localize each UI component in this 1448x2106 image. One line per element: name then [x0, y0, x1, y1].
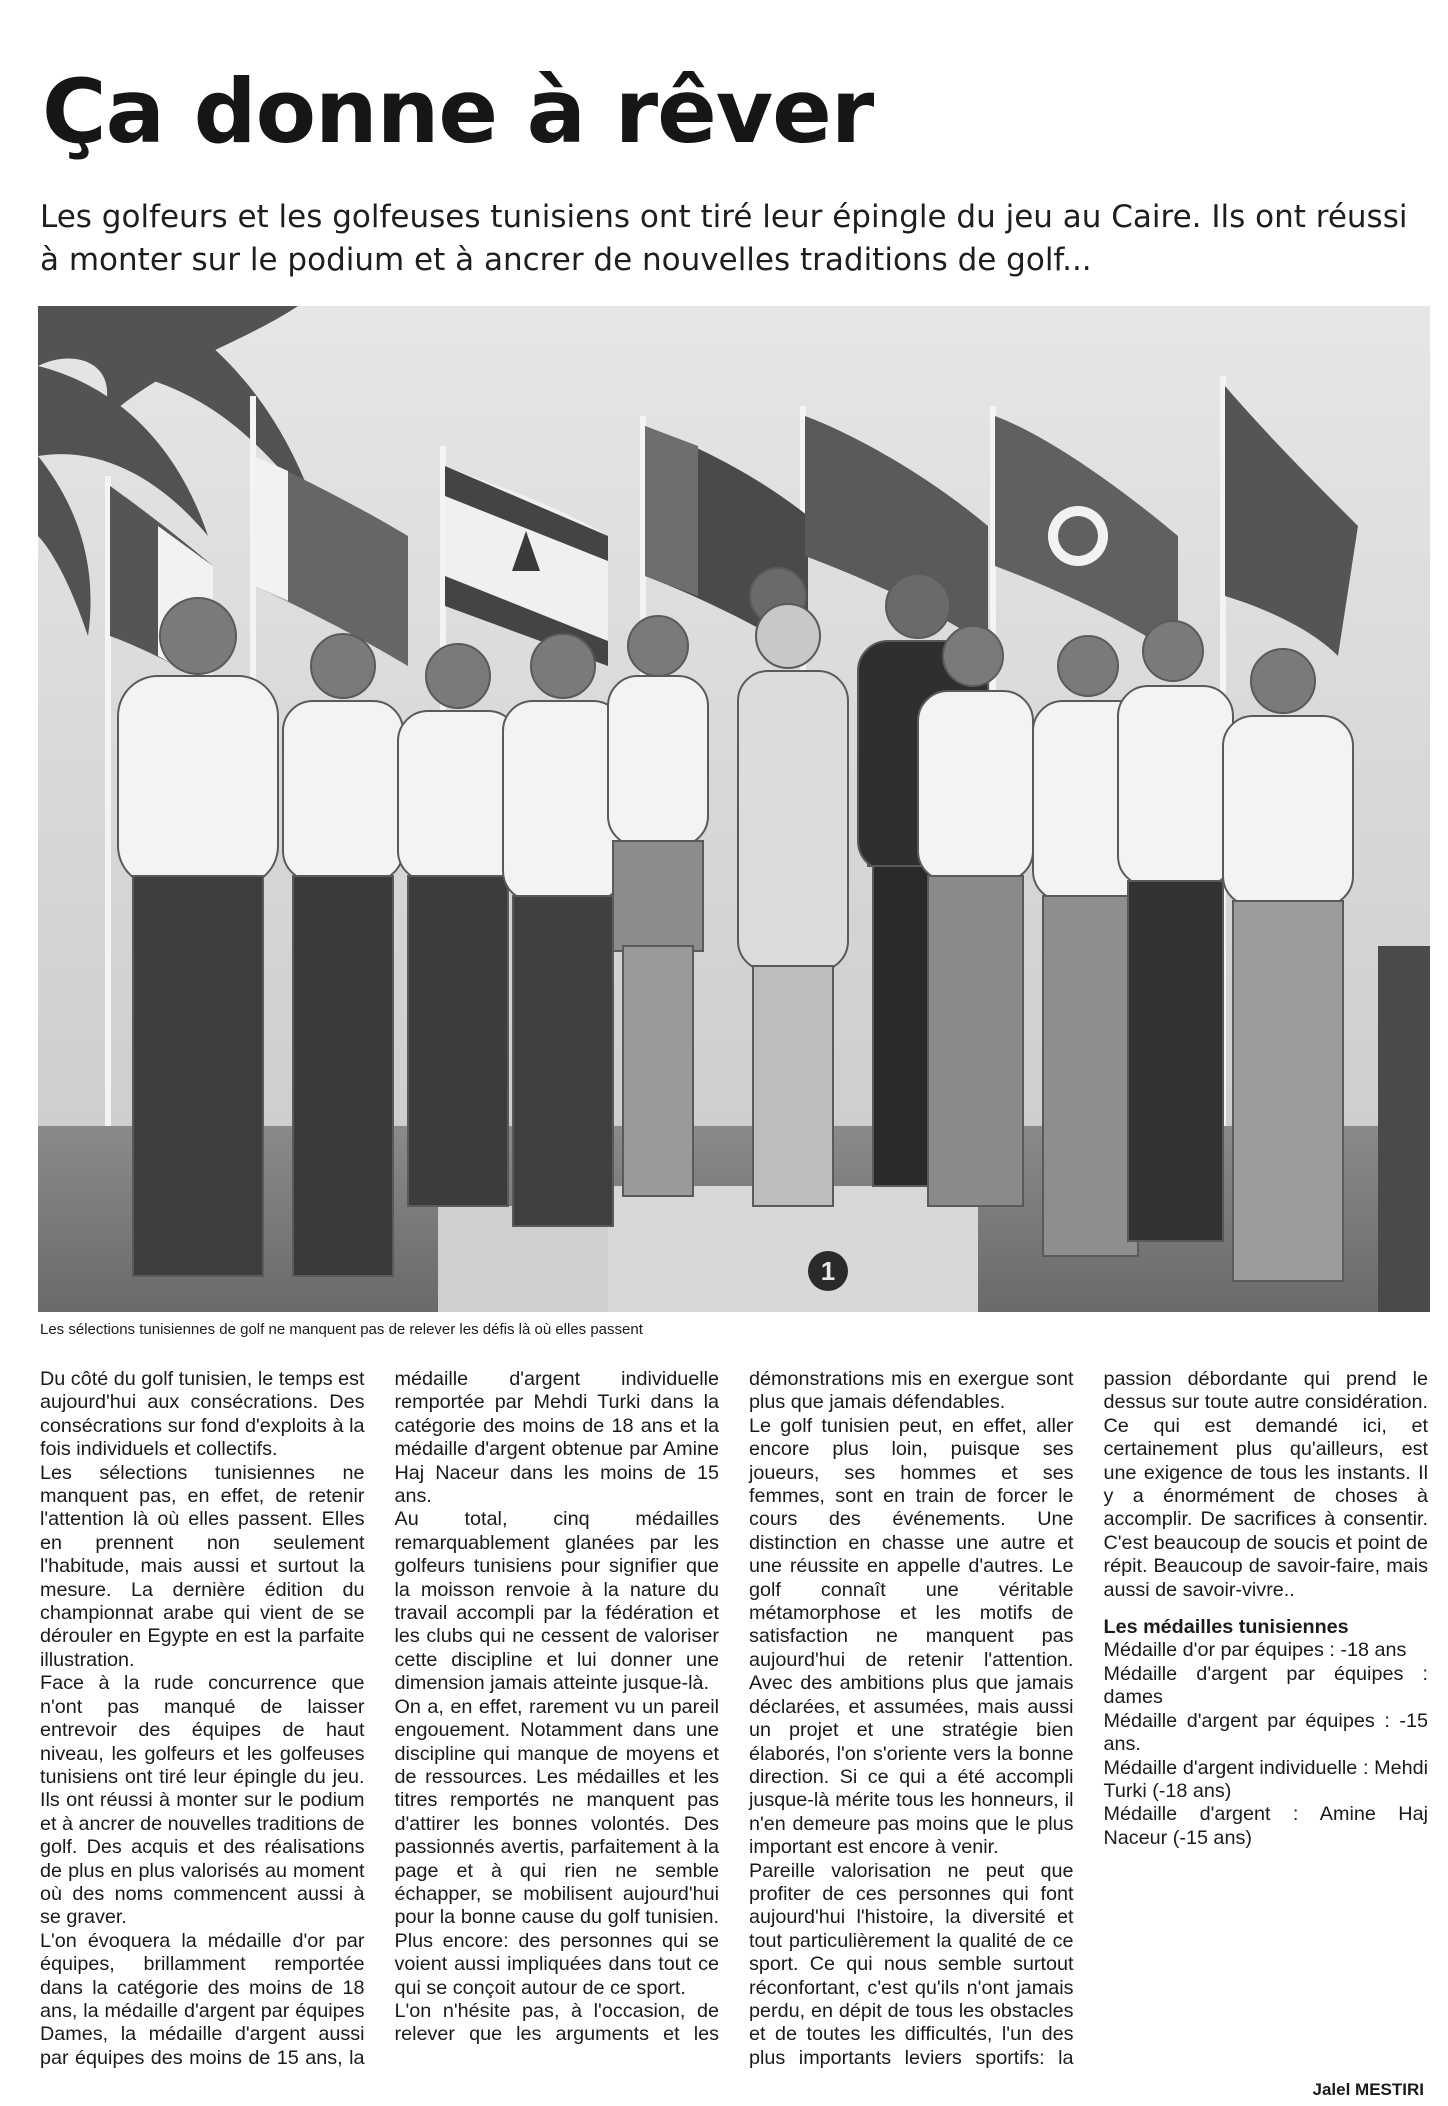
- article-paragraph: Face à la rude concurrence que n'ont pas manqué de laisser entrevoir des équipes de haut niveau, les golfeurs et les golfeuses tunisiens ont tiré leur épingle du jeu. Ils ont réussi à monter sur le podium et à ancrer de nouvelles traditions de golf. Des acquis et des réalisations de plus en plus valorisés au moment où des noms commencent aussi à se graver.: [40, 1672, 365, 1929]
- medal-item: Médaille d'or par équipes : -18 ans: [1103, 1639, 1407, 1662]
- team-photo-illustration: [38, 306, 1430, 1312]
- photo-caption: Les sélections tunisiennes de golf ne manquent pas de relever les défis là où elles passent: [40, 1321, 643, 1338]
- article-paragraph: L'on n'hésite pas, à l'occasion, de relever que les arguments et les démonstrations mis en exergue sont plus que jamais défendables.: [394, 1368, 1074, 2046]
- team-photo: [38, 306, 1430, 1312]
- author-byline: Jalel MESTIRI: [1312, 2080, 1424, 2099]
- medal-item: Médaille d'argent par équipes : -15 ans.: [1103, 1709, 1428, 1756]
- article-body: [40, 1368, 1428, 2088]
- medal-item: Médaille d'argent par équipes : dames: [1103, 1662, 1428, 1709]
- medal-item: Médaille d'argent individuelle : Mehdi Turki (-18 ans): [1103, 1756, 1428, 1802]
- article-paragraph: Les sélections tunisiennes ne manquent pas, en effet, de retenir l'attention là où elles passent. Elles en prennent non seulement l'habitude, mais aussi et surtout la mesure. La dernière édition du championnat arabe qui vient de se dérouler en Egypte en est la parfaite illustration.: [40, 1461, 365, 1671]
- article-paragraph: Pareille valorisation ne peut que profiter de ces personnes qui font aujourd'hui l'histoire, la diversité et tout particulièrement la qualité de ce sport. Ce qui nous semble surtout réconfortant, c'est qu'ils n'ont jamais perdu, en dépit de tous les obstacles et de toutes les difficultés, l'un des plus importants leviers sportifs: la passion débordante qui prend le dessus sur toute autre considération. Ce qui est demandé ici, et certainement plus qu'ailleurs, est une exigence de tous les instants. Il y a énormément de choses à accomplir. De sacrifices à consentir. C'est beaucoup de soucis et point de répit. Beaucoup de savoir-faire, mais aussi de savoir-vivre..: [749, 1368, 1428, 2069]
- article-paragraph: Du côté du golf tunisien, le temps est aujourd'hui aux consécrations. Des consécrations sur fond d'exploits à la fois individuels et collectifs.: [40, 1368, 365, 1461]
- article-paragraph: Le golf tunisien peut, en effet, aller encore plus loin, puisque ses joueurs, ses hommes et ses femmes, sont en train de forcer le cours des événements. Une distinction en chasse une autre et une réussite en appelle d'autres. Le golf connaît une véritable métamorphose et les motifs de satisfaction ne manquent pas aujourd'hui de retenir l'attention. Avec des ambitions plus que jamais déclarées, et assumées, mais aussi un projet et une stratégie bien élaborés, l'on s'oriente vers la bonne direction. Si ce qui a été accompli jusque-là mérite tous les honneurs, il n'en demeure pas moins que le plus important est encore à venir.: [749, 1414, 1074, 1859]
- medals-box-title: Les médailles tunisiennes: [1103, 1616, 1349, 1639]
- article-paragraph: L'on évoquera la médaille d'or par équipes, brillamment remportée dans la catégorie des moins de 18 ans, la médaille d'argent par équipes Dames, la médaille d'argent aussi par équipes des moins de 15 ans, la médaille d'argent individuelle remportée par Mehdi Turki dans la catégorie des moins de 18 ans et la médaille d'argent obtenue par Amine Haj Naceur dans les moins de 15 ans.: [40, 1368, 719, 2069]
- medal-item: Médaille d'argent : Amine Haj Naceur (-15 ans): [1103, 1803, 1428, 1849]
- standfirst: Les golfeurs et les golfeuses tunisiens ont tiré leur épingle du jeu au Caire. Ils ont réussi à monter sur le podium et à ancrer de nouvelles traditions de golf...: [40, 199, 1408, 278]
- article-paragraph: On a, en effet, rarement vu un pareil engouement. Notamment dans une discipline qui manque de moyens et de ressources. Les médailles et les titres remportés ne manquent pas d'attirer les bonnes volontés. Des passionnés avertis, parfaitement à la page et à qui rien ne semble échapper, se mobilisent aujourd'hui pour la bonne cause du golf tunisien. Plus encore: des personnes qui se voient aussi impliquées dans tout ce qui se conçoit autour de ce sport.: [394, 1695, 719, 1999]
- headline: Ça donne à rêver: [42, 60, 874, 163]
- podium-number: 1: [820, 1256, 836, 1286]
- article-paragraph: Au total, cinq médailles remarquablement glanées par les golfeurs tunisiens pour signifier que la moisson renvoie à la nature du travail accompli par la fédération et les clubs qui ne cessent de valoriser cette discipline et lui donner une dimension jamais atteinte jusque-là.: [394, 1508, 719, 1695]
